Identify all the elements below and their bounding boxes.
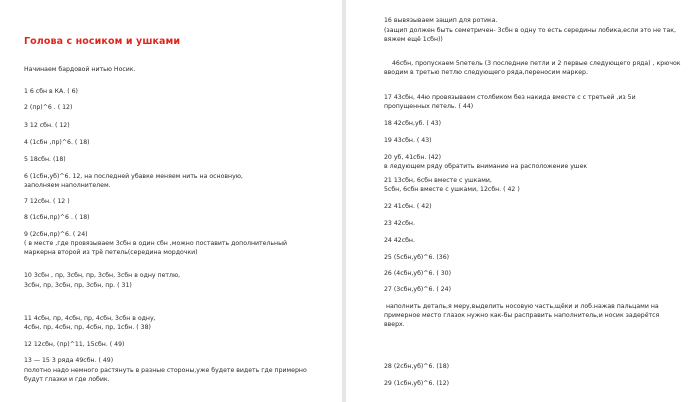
note-stuff-cont: примерное место глазок нужно как-бы расправить наполнитель,и носик задерётся — [384, 312, 660, 319]
note-marker: ( в месте ,где провязываем 3сбн в один сбн ,можно поставить дополнительный — [24, 240, 287, 247]
row-19: 19 43сбн. ( 43) — [384, 137, 432, 144]
row-28: 28 (2сбн,уб)^6. (18) — [384, 363, 450, 370]
row-10-cont: 3сбн, пр, 3сбн, пр, 3сбн, пр. ( 31) — [24, 282, 132, 289]
row-21-cont: 5сбн, 6сбн вместе с ушками, 12сбн. ( 42 ) — [384, 186, 520, 193]
row-16: 16 вывязываем защип для ротика. — [384, 17, 498, 24]
note-stuff-end: вверх. — [384, 321, 405, 328]
row-8: 8 (1сбн,пр)^6 . ( 18) — [24, 214, 90, 221]
row-20: 20 уб, 41сбн. (42) — [384, 154, 442, 161]
row-18: 18 42сбн,уб. ( 43) — [384, 120, 442, 127]
row-9: 9 (2сбн,пр)^6. ( 24) — [24, 231, 88, 238]
row-29: 29 (1сбн,уб)^6. (12) — [384, 380, 450, 387]
row-46-skip: 46сбн, пропускаем 5петель (3 последние петли и 2 первые следующего ряда) , крючок — [392, 60, 681, 67]
row-26: 26 (4сбн,уб)^6. ( 30) — [384, 270, 452, 277]
row-17-cont: пропущенных петель. ( 44) — [384, 103, 474, 110]
row-3: 3 12 сбн. ( 12) — [24, 122, 70, 129]
row-5: 5 18сбн. (18) — [24, 156, 66, 163]
row-23: 23 42сбн. — [384, 220, 415, 227]
row-12: 12 12сбн, (пр)^11, 15сбн. ( 49) — [24, 341, 125, 348]
row-11-cont: 4сбн, пр, 4сбн, пр, 4сбн, пр, 1сбн. ( 38) — [24, 324, 151, 331]
row-24: 24 42сбн. — [384, 237, 415, 244]
row-10: 10 3сбн , пр, 3сбн, пр, 3сбн, 3сбн в одну петлю, — [24, 272, 181, 279]
row-11: 11 4сбн, пр, 4сбн, пр, 4сбн, 3сбн в одну, — [24, 315, 156, 322]
note-defect: (защип должен быть семетричен- 3сбн в одну то есть середины лобика,если это не так, — [384, 27, 676, 34]
row-6-cont: заполняем наполнителем. — [24, 182, 111, 189]
row-21: 21 13сбн, 6сбн вместе с ушками, — [384, 177, 492, 184]
right-page — [346, 0, 690, 402]
note-stretch-cont: будут глазки и где лобик. — [24, 376, 110, 383]
row-7: 7 12сбн. ( 12 ) — [24, 198, 70, 205]
row-4: 4 (1сбн ,пр)^6. ( 18) — [24, 139, 90, 146]
row-46-skip-cont: вводим в третью петлю следующего ряда,переносим маркер. — [384, 69, 588, 76]
note-stuff: наполнить деталь,я меру,выделить носовую часть,щёки и лоб.нажав пальцами на — [386, 303, 659, 310]
row-22: 22 41сбн. ( 42) — [384, 203, 432, 210]
note-marker-cont: маркерна второй из трё петель(середина мордочки) — [24, 249, 198, 256]
note-defect-cont: вяжем ещё 1сбн)) — [384, 36, 443, 43]
row-27: 27 (3сбн,уб)^6. ( 24) — [384, 286, 452, 293]
row-25: 25 (5сбн,уб)^6. (36) — [384, 254, 450, 261]
row-13-15: 13 — 15 3 ряда 49сбн. ( 49) — [24, 357, 114, 364]
left-page — [0, 0, 342, 402]
note-stretch: полотно надо немного растянуть в разные стороны,уже будете видеть где примерно — [24, 367, 307, 374]
row-17: 17 43сбн, 44ю провязываем столбиком без накида вместе с с третьей ,из 5и — [384, 94, 636, 101]
intro-text: Начинаем бардовой нитью Носик. — [24, 66, 136, 73]
page-title: Голова с носиком и ушками — [24, 36, 181, 47]
row-6: 6 (1сбн,уб)^6. 12, на последней убавке меняем нить на основную, — [24, 173, 243, 180]
row-1: 1 6 сбн в КА. ( 6) — [24, 88, 78, 95]
row-2: 2 (пр)^6 . ( 12) — [24, 104, 73, 111]
note-ears: в ледующем ряду обратить внимание на расположение ушек — [384, 163, 588, 170]
